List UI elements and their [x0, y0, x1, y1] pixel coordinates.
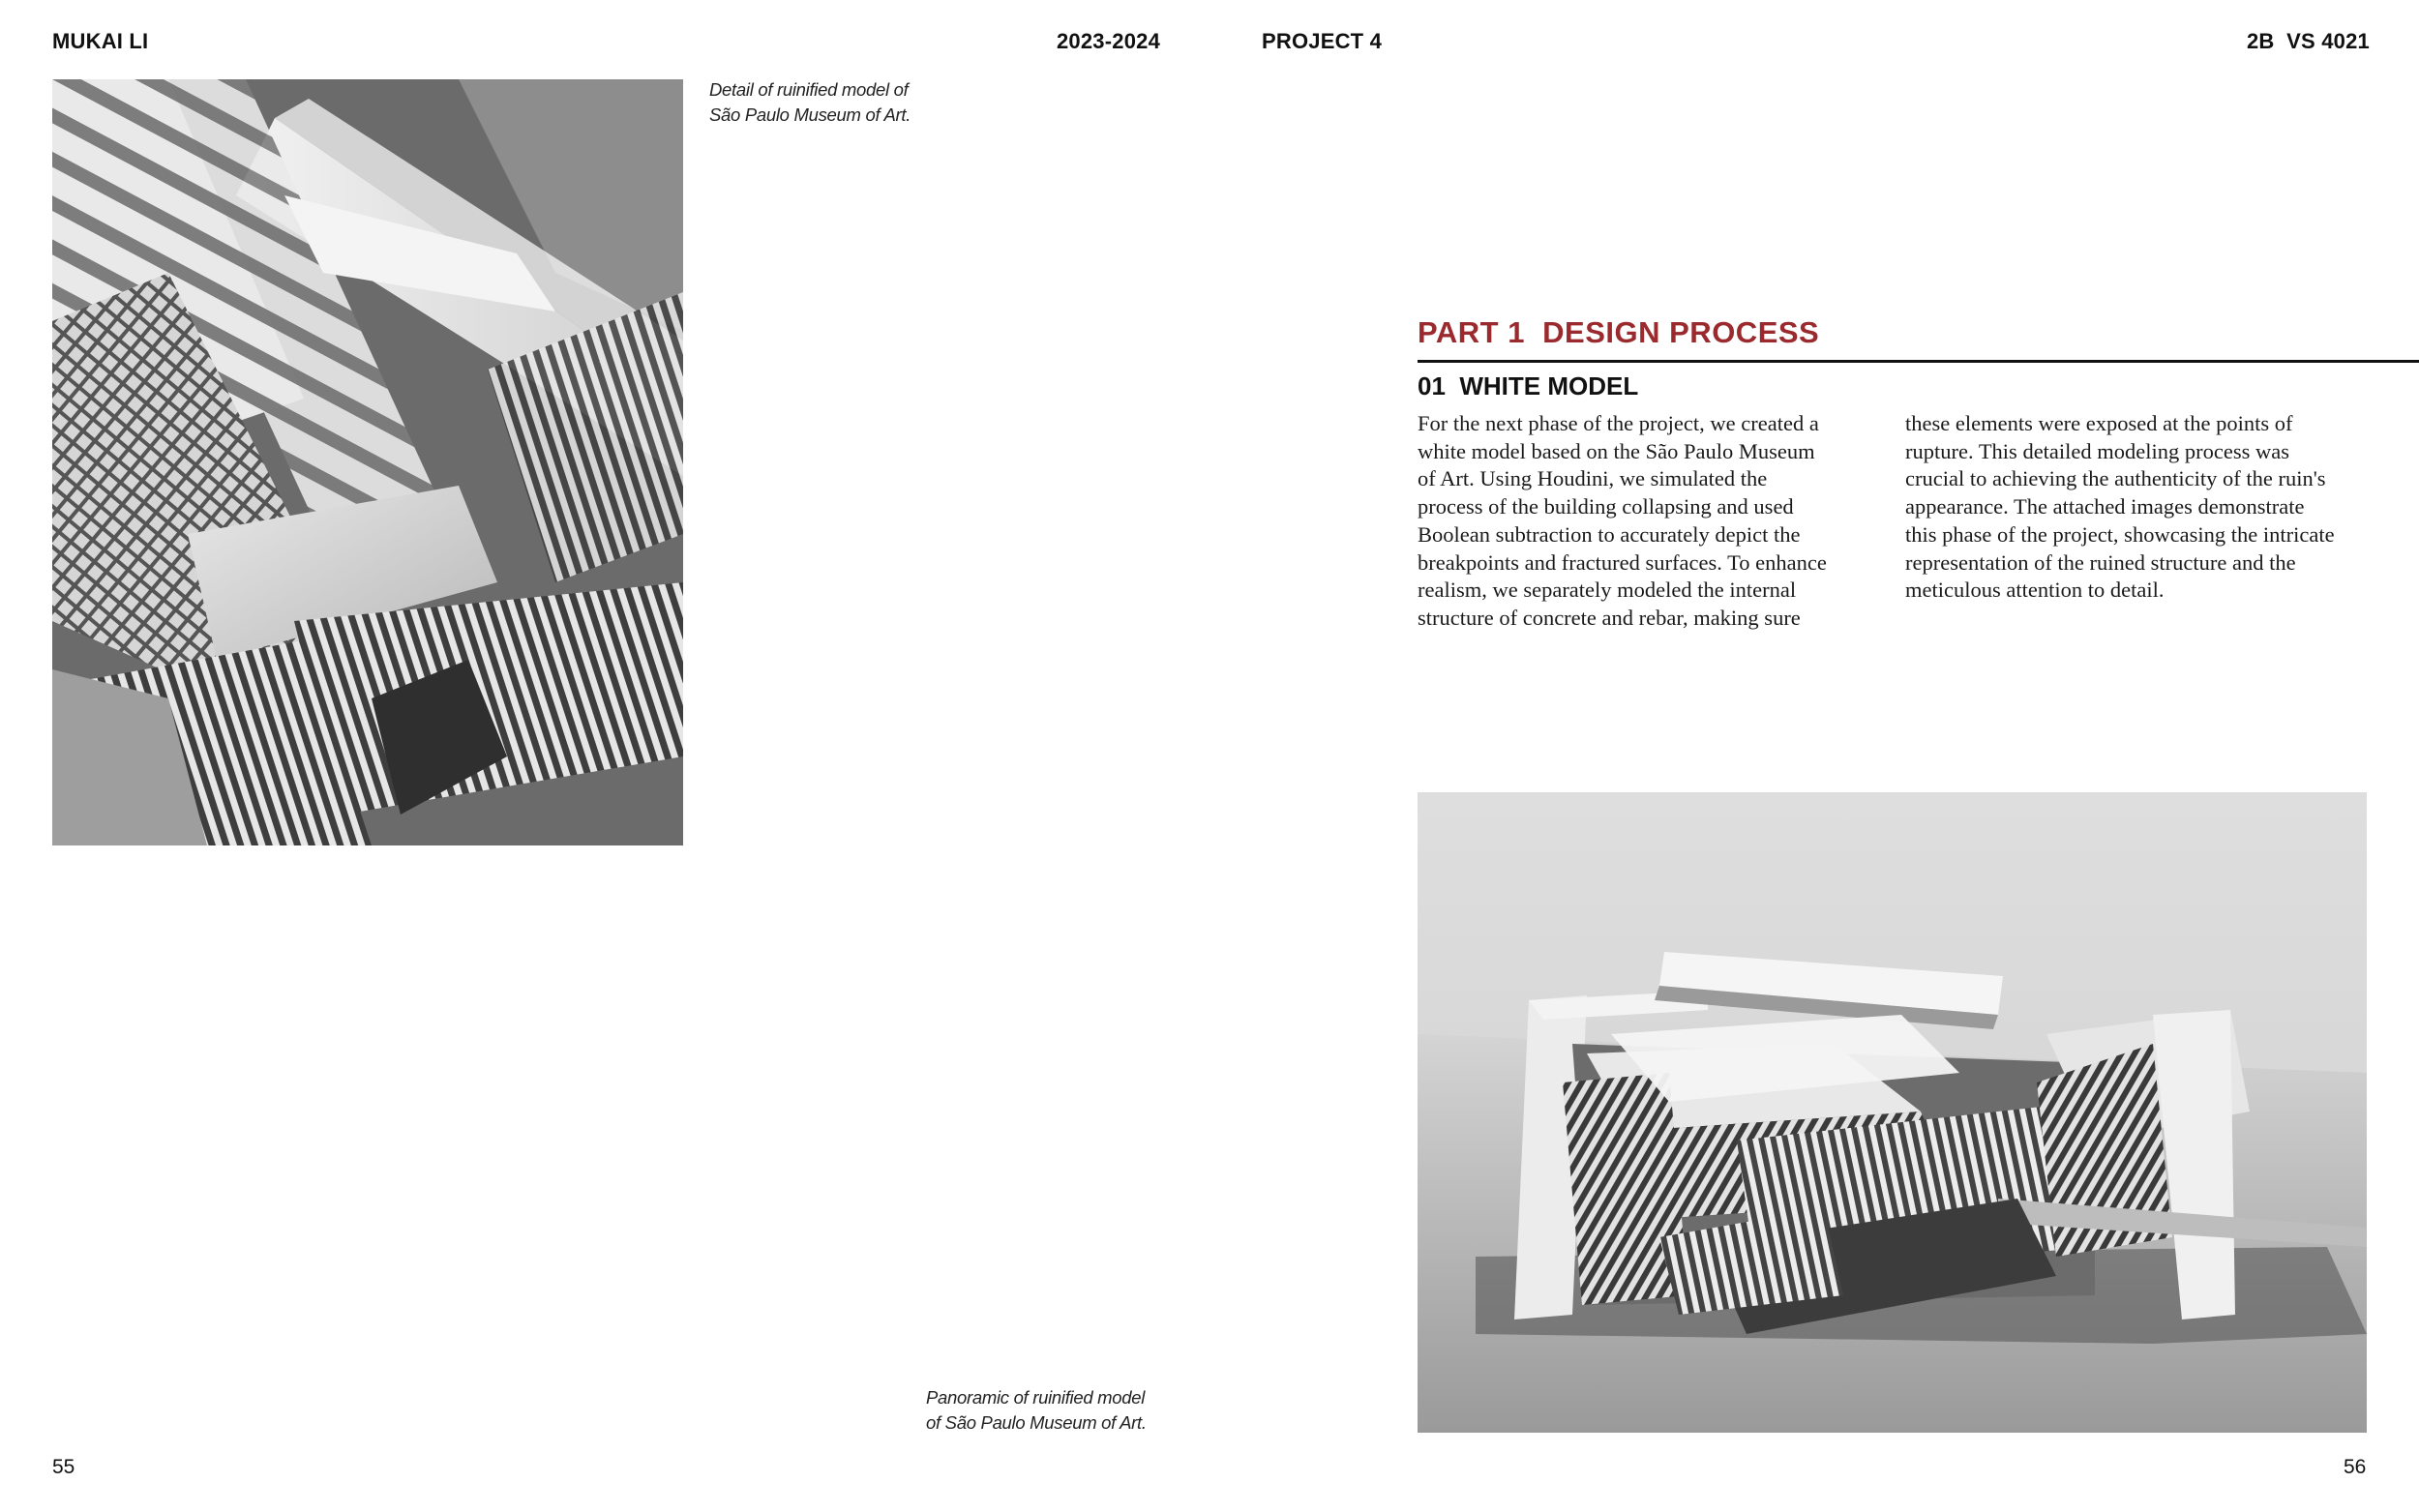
panorama-model-image	[1418, 792, 2367, 1433]
body-column-1	[1418, 410, 1882, 633]
detail-caption	[709, 77, 911, 128]
course-code: 2B VS 4021	[2247, 29, 2370, 53]
year-range: 2023-2024	[1057, 29, 1161, 53]
body-line: this phase of the project, showcasing the intricate	[1905, 521, 2335, 547]
panorama-caption-line: Panoramic of ruinified model	[926, 1387, 1146, 1408]
body-line: meticulous attention to detail.	[1905, 578, 2165, 603]
page-number-left: 55	[52, 1456, 75, 1478]
body-line: representation of the ruined structure and the	[1905, 549, 2296, 575]
panorama-caption-line: of São Paulo Museum of Art.	[926, 1412, 1147, 1433]
body-line: white model based on the São Paulo Museum	[1418, 438, 1815, 463]
panorama-caption	[926, 1385, 1147, 1436]
project-label: PROJECT 4	[1262, 29, 1383, 53]
body-line: realism, we separately modeled the internal	[1418, 578, 1797, 603]
title-divider	[1418, 360, 2419, 363]
body-line: For the next phase of the project, we created a	[1418, 411, 1819, 435]
body-line: crucial to achieving the authenticity of the ruin's	[1905, 466, 2326, 491]
author-name: MUKAI LI	[52, 29, 149, 53]
body-column-2	[1905, 410, 2370, 605]
section-title: 01 WHITE MODEL	[1418, 371, 1639, 400]
part-title: PART 1 DESIGN PROCESS	[1418, 315, 1820, 349]
body-line: Boolean subtraction to accurately depict the	[1418, 521, 1801, 547]
page-number-right: 56	[2344, 1456, 2367, 1478]
detail-model-image	[52, 79, 683, 845]
body-line: of Art. Using Houdini, we simulated the	[1418, 466, 1768, 491]
body-line: process of the building collapsing and used	[1418, 494, 1794, 519]
body-line: these elements were exposed at the points of	[1905, 411, 2293, 435]
detail-caption-line: Detail of ruinified model of	[709, 79, 909, 100]
body-line: appearance. The attached images demonstrate	[1905, 494, 2305, 519]
body-line: rupture. This detailed modeling process was	[1905, 438, 2289, 463]
body-line: structure of concrete and rebar, making sure	[1418, 605, 1801, 630]
body-line: breakpoints and fractured surfaces. To enhance	[1418, 549, 1827, 575]
detail-caption-line: São Paulo Museum of Art.	[709, 104, 911, 125]
